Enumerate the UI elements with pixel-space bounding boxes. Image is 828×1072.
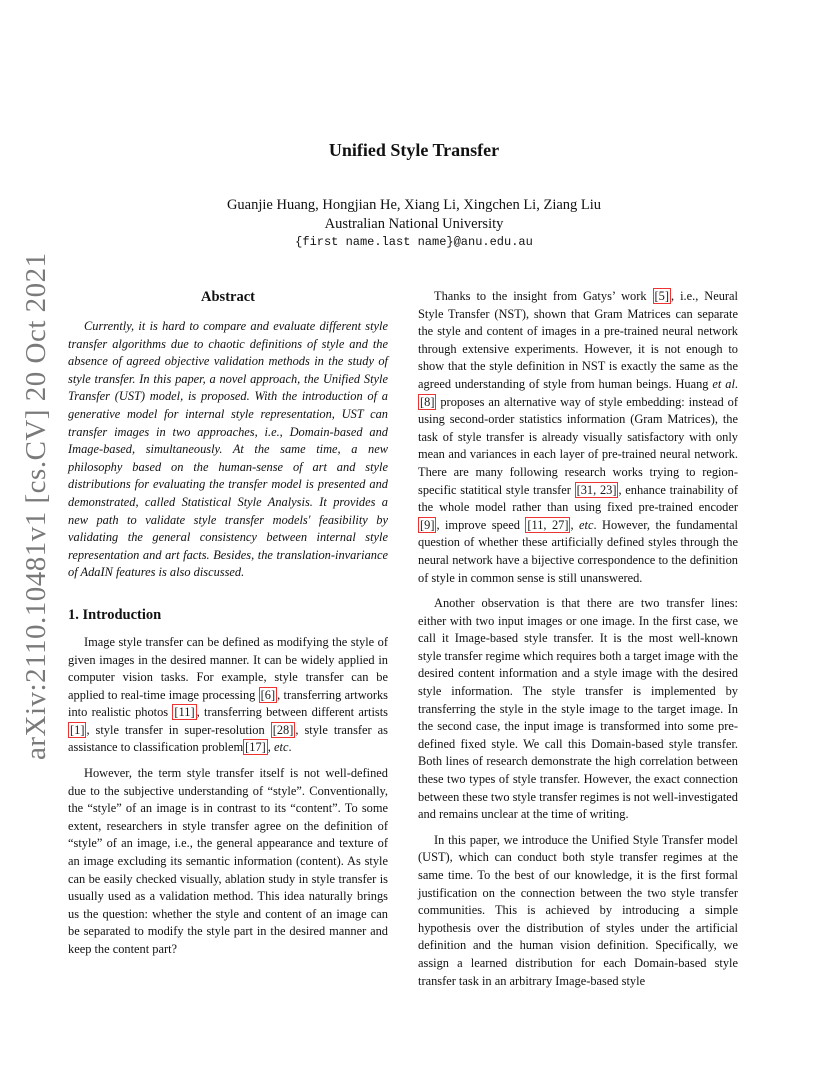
text-run: Thanks to the insight from Gatys’ work <box>434 289 653 303</box>
right-column <box>418 288 738 998</box>
text-run: proposes an alternative way of style embedding: instead of using second-order statistics information (Gram Matrices), the task of style transfer is already visually satisfactory with only mean and variances in each layer of pre-trained neural network. There are many following research works trying to region-specific statitical style transfer <box>418 394 738 497</box>
section-heading-introduction: 1. Introduction <box>68 606 162 623</box>
text-run: . <box>734 376 738 391</box>
text-run: , improve speed <box>436 517 526 532</box>
text-run: . However, the fundamental question of whether these artificially defined styles through the neural network have a bijective correspondence to the definition of style in common sense is still unanswered. <box>418 517 738 585</box>
citation-link[interactable]: [11] <box>174 705 195 720</box>
citation-link[interactable]: [11, 27] <box>527 517 569 532</box>
citation-link[interactable]: [28] <box>272 722 294 737</box>
text-run: , <box>570 517 580 532</box>
text-run: , enhance trainability of the whole model rather than using fixed pre-trained encoder <box>418 482 738 515</box>
body-paragraph-3: In this paper, we introduce the Unified Style Transfer model (UST), which can conduct both style transfer regimes at the same time. To the best of our knowledge, it is the first formal justification on the connection between the two style transfer communities. This is achieved by introducing a simple hypothesis over the distribution of styles under the artificial definition and the human vision definition. Specifically, we assign a learned distribution for each Domain-based style transfer task in an arbitrary Image-based style <box>418 832 738 988</box>
abstract-text: Currently, it is hard to compare and evaluate different style transfer algorithms due to chaotic definitions of style and the absence of agreed objective validation methods in the study of style transfer. In this paper, a novel approach, the Unified Style Transfer (UST) model, is proposed. With the introduction of a generative model for internal style representation, UST can transfer images in two approaches, i.e., Domain-based and Image-based, simultaneously. At the same time, a new philosophy based on the human-sense of art and style distributions for evaluating the transfer model is presented and demonstrated, called Statistical Style Analysis. It provides a new path to validate style transfer models' feasibility by validating the general consistency between internal style representation and art facts. Besides, the translation-invariance of AdaIN features is also discussed. <box>68 319 388 580</box>
text-run: , <box>267 740 274 755</box>
text-run: , style transfer as assistance to classification problem <box>68 722 388 755</box>
text-run: . <box>288 740 292 755</box>
citation-link[interactable]: [8] <box>420 394 435 409</box>
author-block <box>0 196 828 234</box>
text-run: , transferring artworks into realistic photos <box>68 687 388 720</box>
intro-paragraph-2: However, the term style transfer itself is not well-defined due to the subjective understanding of “style”. Conventionally, the “style” of an image is in contrast to its “content”. To some extent, researchers in style transfer agree on the definition of “style” of an image, i.e., the general appearance and texture of an image excluding its semantic information (content). As style can be easily checked visually, ablation study in style transfer is usually used as a validation method. This idea naturally brings us the question: whether the style and content of an image can be separated to modify the style part in the desired manner and keep the content part? <box>68 766 388 956</box>
affiliation: Australian National University <box>324 216 504 232</box>
text-run-italic: et al <box>712 376 735 391</box>
text-run: Image style transfer can be defined as modifying the style of given images in the desired manner. It can be widely applied in computer vision tasks. For example, style transfer can be applied to real-time image processing <box>68 634 388 702</box>
abstract-heading: Abstract <box>201 289 255 305</box>
citation-link[interactable]: [9] <box>420 517 435 532</box>
citation-link[interactable]: [17] <box>245 740 266 755</box>
author-email: {first name.last name}@anu.edu.au <box>295 235 533 249</box>
intro-paragraph-1 <box>68 634 388 757</box>
body-paragraph-1 <box>418 288 738 587</box>
arxiv-identifier: arXiv:2110.10481v1 [cs.CV] 20 Oct 2021 <box>20 252 52 760</box>
text-run: , style transfer in super-resolution <box>86 722 271 737</box>
author-list: Guanjie Huang, Hongjian He, Xiang Li, Xingchen Li, Ziang Liu <box>226 197 602 213</box>
citation-link[interactable]: [31, 23] <box>576 482 617 497</box>
citation-link[interactable]: [1] <box>70 722 85 737</box>
text-run: , transferring between different artists <box>196 705 388 720</box>
left-column <box>68 288 388 967</box>
paper-title: Unified Style Transfer <box>328 140 500 160</box>
text-run: , i.e., Neural Style Transfer (NST), shown that Gram Matrices can separate the style and content of images in a pre-trained neural network through extensive experiments. However, it is not enough to show that the style definition in NST is exactly the same as the agreed understanding of style from human beings. Huang <box>418 289 738 391</box>
citation-link[interactable]: [6] <box>260 687 276 702</box>
citation-link[interactable]: [5] <box>654 289 669 303</box>
text-run-italic: etc <box>274 740 289 755</box>
body-paragraph-2: Another observation is that there are two transfer lines: either with two input images or one image. In the first case, we call it Image-based style transfer. It is the most well-known style transfer regime which requires both a target image with the desired content information and a style image with the desired style information. The style transfer is implemented by transferring the style in the style image to the target image. In the second case, the input image is transformed into some pre-defined fixed style. We call this Domain-based style transfer. Both lines of research demonstrate the high correlation between these two types of style transfer. However, the exact connection between these two style transfer regimes is not well-investigated and remains unclear at the time of writing. <box>418 596 738 822</box>
text-run-italic: etc <box>579 517 594 532</box>
